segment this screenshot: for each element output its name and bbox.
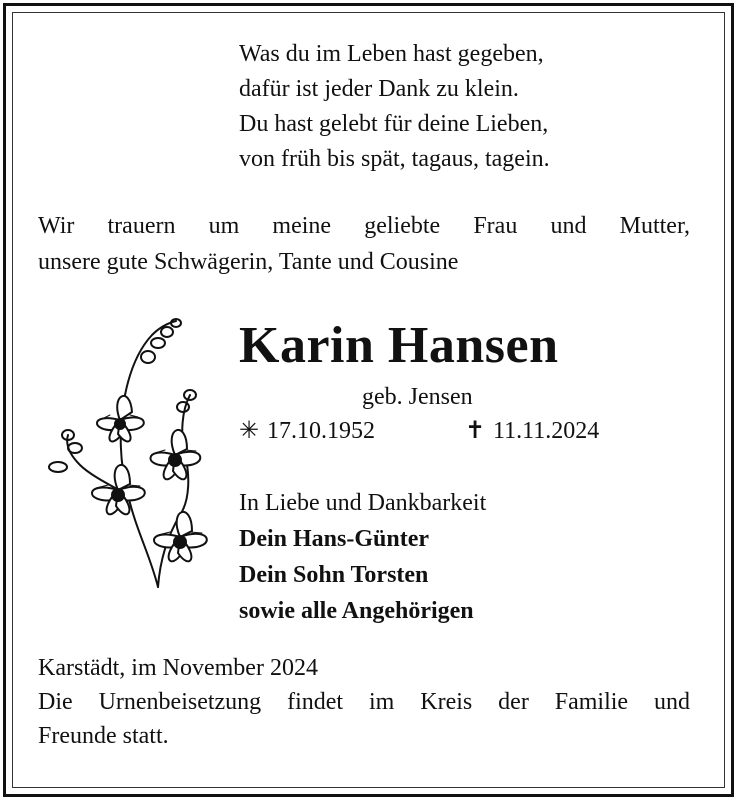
poem-line: dafür ist jeder Dank zu klein.	[239, 76, 519, 102]
poem-line: von früh bis spät, tagaus, tagein.	[239, 146, 550, 172]
signoff-intro: In Liebe und Dankbarkeit	[239, 490, 487, 516]
death-date: 11.11.2024	[493, 418, 600, 444]
mourning-line-2: unsere gute Schwägerin, Tante und Cousine	[38, 249, 459, 275]
mourners-signoff	[239, 485, 486, 629]
birth-date: 17.10.1952	[267, 418, 375, 444]
birth-date-group	[239, 415, 375, 447]
birth-star-icon: ✳	[239, 418, 260, 444]
memorial-poem	[239, 37, 550, 177]
orchid-illustration-icon	[40, 315, 230, 595]
death-cross-icon: ✝	[465, 418, 486, 444]
deceased-name: Karin Hansen	[239, 317, 559, 374]
mourner-name: Dein Sohn Torsten	[239, 562, 429, 588]
mourner-name: sowie alle Angehörigen	[239, 598, 474, 624]
mourning-line-1: Wir trauern um meine geliebte Frau und Mutter,	[38, 213, 690, 239]
poem-line: Du hast gelebt für deine Lieben,	[239, 111, 549, 137]
mourner-name: Dein Hans-Günter	[239, 526, 430, 552]
funeral-notice	[38, 651, 690, 753]
burial-notice-line-1: Die Urnenbeisetzung findet im Kreis der Familie und	[38, 689, 690, 715]
poem-line: Was du im Leben hast gegeben,	[239, 41, 544, 67]
burial-notice-line-2: Freunde statt.	[38, 723, 169, 749]
maiden-name: geb. Jensen	[362, 384, 473, 410]
mourning-statement	[38, 208, 690, 280]
death-date-group	[465, 415, 599, 447]
place-and-date: Karstädt, im November 2024	[38, 655, 318, 681]
